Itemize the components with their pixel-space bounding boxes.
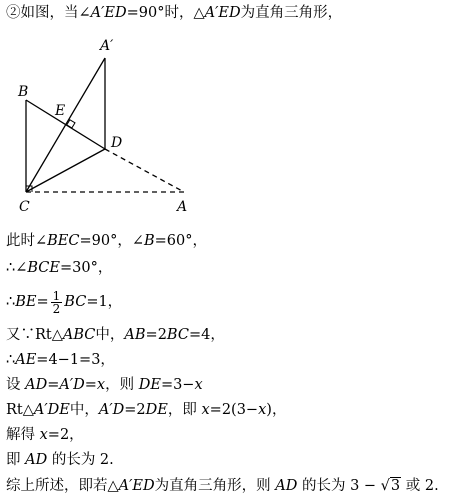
label-D: D [111, 135, 123, 151]
segment-CA-prime [26, 58, 105, 192]
solution-line-9: 即 AD 的长为 2. [6, 452, 114, 468]
label-C: C [19, 199, 30, 215]
solution-conclusion: 综上所述，即若△A′ED为直角三角形，则 AD 的长为 3 − √3 或 2. [6, 478, 439, 494]
geometry-diagram [16, 36, 216, 226]
problem-header: ②如图，当∠A′ED=90°时，△A′ED为直角三角形， [6, 5, 343, 21]
square-root-3: √3 [380, 478, 401, 494]
solution-line-6: 设 AD=A′D=x，则 DE=3−x [6, 377, 203, 393]
solution-line-3: ∴BE= $\frac{1}{2}$ BC=1， [6, 288, 123, 316]
circle-number: ② [6, 5, 21, 21]
fraction-one-half: $\frac{1}{2}$ [52, 288, 61, 316]
solution-line-2: ∴∠BCE=30°， [6, 260, 113, 276]
solution-line-1: 此时∠BEC=90°，∠B=60°， [6, 233, 208, 249]
solution-line-4: 又∵Rt△ABC中，AB=2BC=4， [6, 327, 225, 343]
label-A: A [177, 199, 188, 215]
segment-CD [26, 149, 105, 192]
solution-line-8: 解得 x=2， [6, 427, 84, 443]
segment-DA-dashed [105, 149, 184, 192]
label-A-prime: A′ [100, 38, 114, 54]
label-B: B [18, 84, 29, 100]
solution-line-7: Rt△A′DE中，A′D=2DE，即 x=2(3−x)， [6, 402, 287, 418]
label-E: E [55, 103, 66, 119]
solution-line-5: ∴AE=4−1=3， [6, 352, 115, 368]
